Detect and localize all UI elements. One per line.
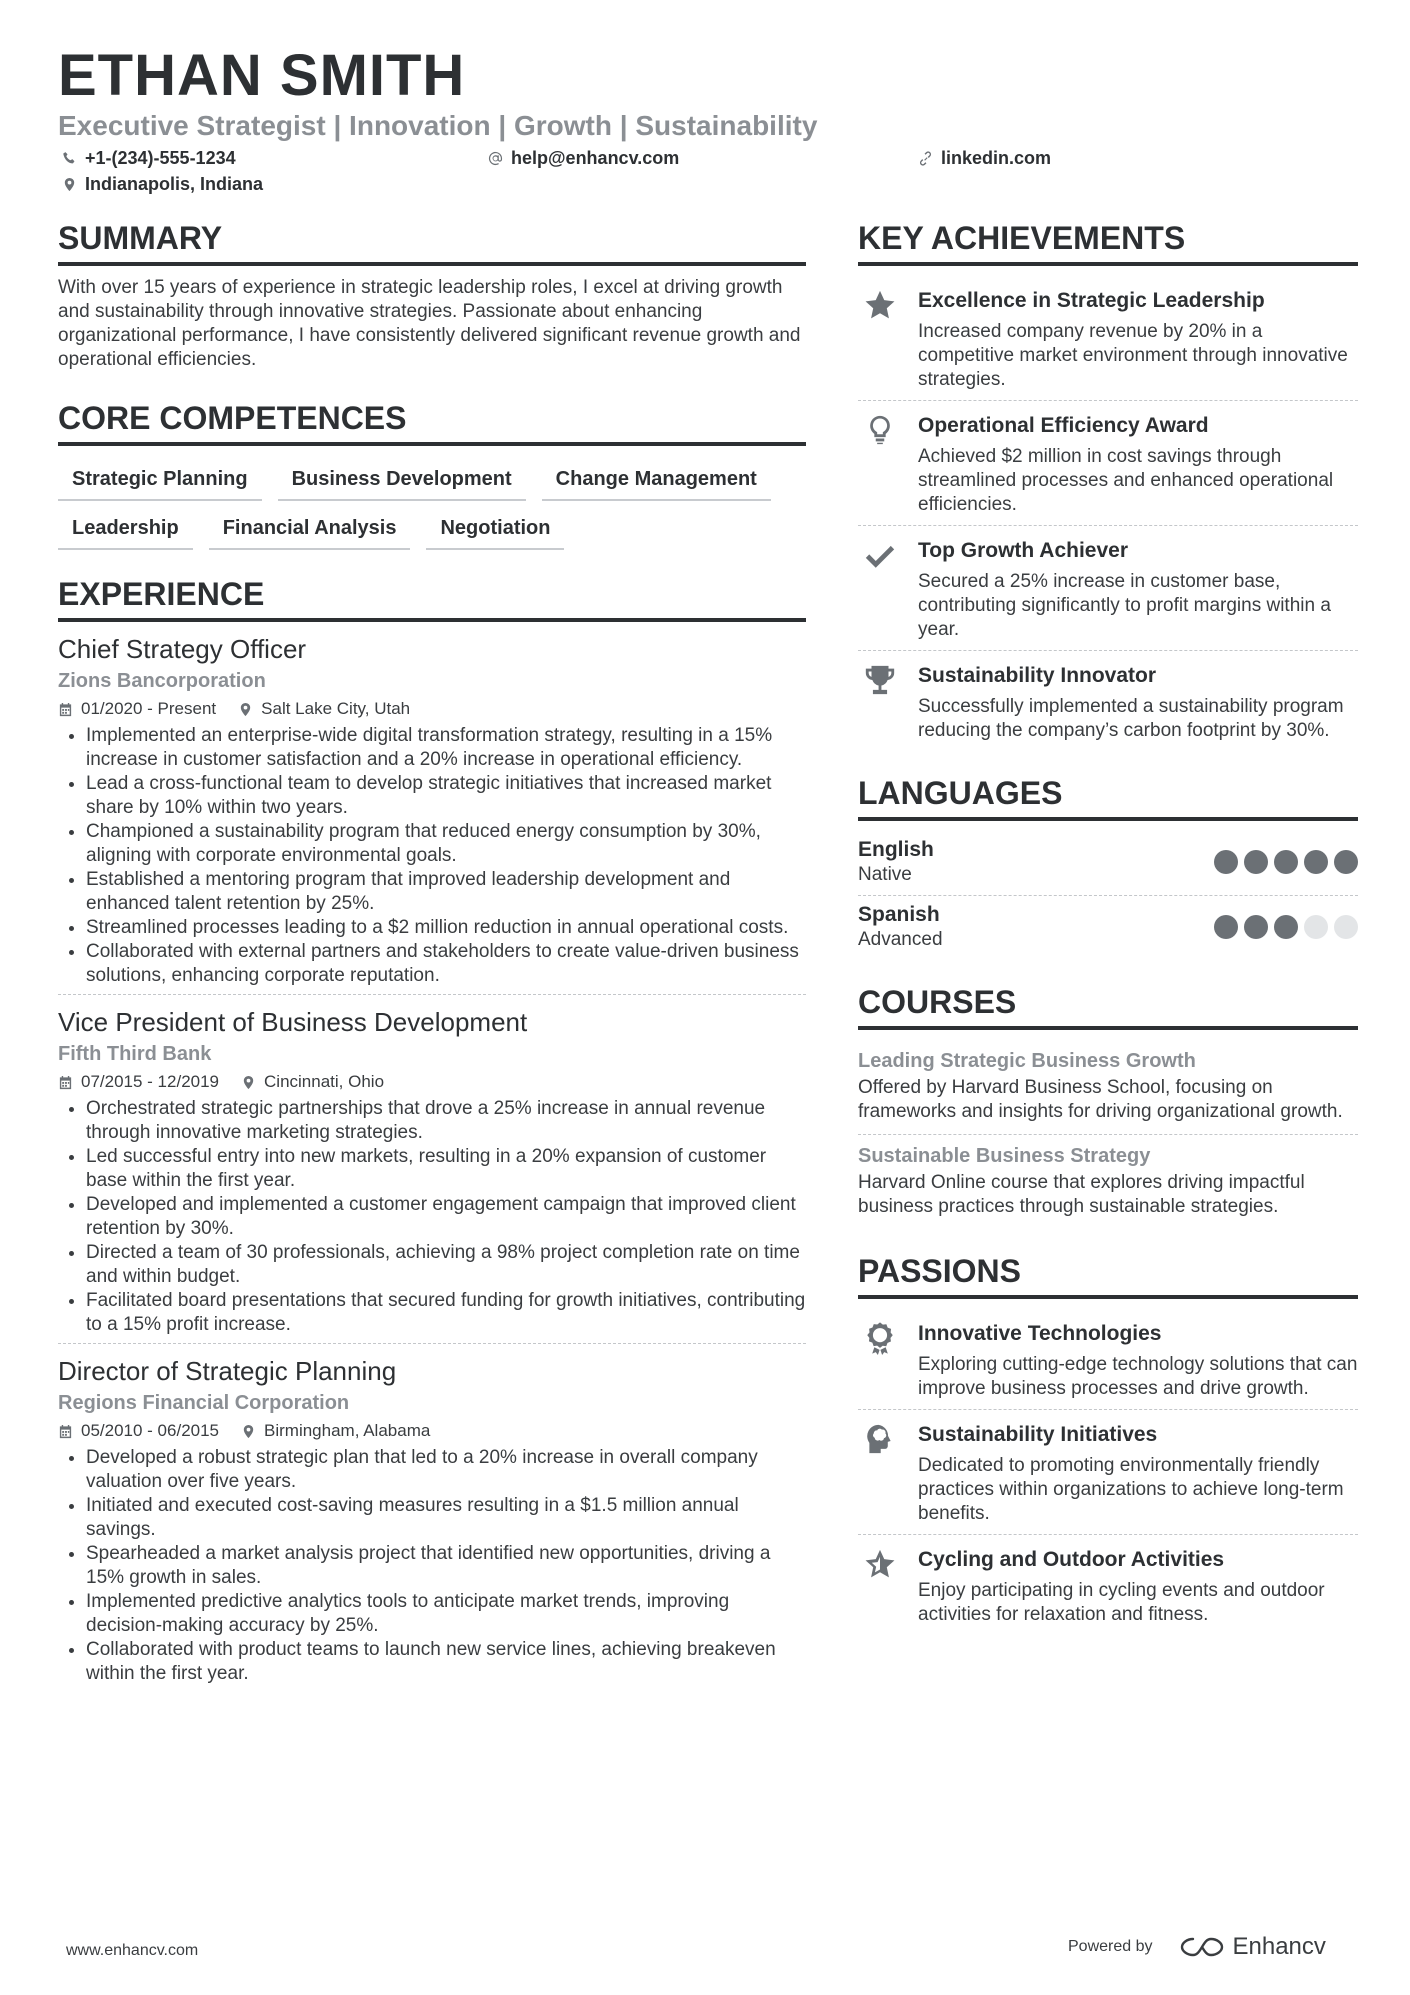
- location-pin-icon: [62, 177, 77, 192]
- award-badge-icon: [863, 1321, 897, 1355]
- achievements-section: [858, 218, 1358, 751]
- achievement-icon-wrap: [858, 411, 902, 517]
- passion-title: Sustainability Initiatives: [918, 1423, 1158, 1446]
- job-title: Chief Strategy Officer: [58, 634, 307, 664]
- competence-tag: Financial Analysis: [209, 513, 411, 550]
- job-title: Director of Strategic Planning: [58, 1356, 397, 1386]
- passion-item: [858, 1410, 1358, 1535]
- at-sign-icon: [488, 151, 503, 166]
- course-title: Sustainable Business Strategy: [858, 1145, 1151, 1167]
- job-location: [241, 1418, 430, 1444]
- section-title-experience: EXPERIENCE: [58, 574, 806, 622]
- contact-location: [62, 174, 263, 195]
- competence-tags: [58, 456, 806, 550]
- job-dates: [58, 1069, 219, 1095]
- job-dates: [58, 1418, 219, 1444]
- achievement-item: [858, 526, 1358, 651]
- competence-tag: Leadership: [58, 513, 193, 550]
- passion-body: [918, 1545, 1358, 1627]
- star-outline-icon: [863, 1547, 897, 1581]
- job-bullet: • Facilitated board presentations that secured funding for growth initiatives, contributing to a 15% profit increase.: [86, 1289, 806, 1337]
- contact-bar: [58, 148, 1358, 200]
- footer-website[interactable]: www.enhancv.com: [66, 1942, 199, 1959]
- section-title-achievements: KEY ACHIEVEMENTS: [858, 218, 1358, 266]
- job-bullet: • Led successful entry into new markets, resulting in a 20% expansion of customer base within the first year.: [86, 1145, 806, 1193]
- competence-tag: Strategic Planning: [58, 464, 262, 501]
- rating-dot: [1274, 850, 1298, 874]
- location-pin-icon: [238, 702, 253, 717]
- job-bullet: • Collaborated with external partners and stakeholders to create value-driven business solutions, enhancing corporate reputation.: [86, 940, 806, 988]
- job-bullet: • Directed a team of 30 professionals, achieving a 98% project completion rate on time and within budget.: [86, 1241, 806, 1289]
- achievement-item: [858, 651, 1358, 751]
- passion-title: Innovative Technologies: [918, 1322, 1162, 1345]
- rating-dot: [1274, 915, 1298, 939]
- course-desc: Harvard Online course that explores driving impactful business practices through sustainable strategies.: [858, 1172, 1305, 1217]
- passion-body: [918, 1319, 1358, 1401]
- candidate-name: ETHAN SMITH: [58, 43, 466, 108]
- summary-text: With over 15 years of experience in strategic leadership roles, I excel at driving growth and sustainability through innovative strategies. Passionate about enhancing organizational performance, I have consistently delivered significant revenue growth and operational efficiencies.: [58, 277, 801, 370]
- achievement-desc: Secured a 25% increase in customer base, contributing significantly to profit margins within a year.: [918, 571, 1331, 640]
- competences-section: [58, 398, 806, 550]
- summary-section: [58, 218, 806, 372]
- location-pin-icon: [241, 1075, 256, 1090]
- rating-dot: [1214, 850, 1238, 874]
- job-bullets: [58, 1446, 806, 1686]
- calendar-icon: [58, 1075, 73, 1090]
- job-location: [241, 1069, 384, 1095]
- job-company: Fifth Third Bank: [58, 1043, 212, 1065]
- achievement-title: Sustainability Innovator: [918, 664, 1157, 687]
- job-meta: [58, 1418, 806, 1444]
- languages-section: [858, 773, 1358, 960]
- job-dates-text: 05/2010 - 06/2015: [81, 1421, 220, 1440]
- language-info: [858, 837, 934, 887]
- passion-item: [858, 1309, 1358, 1410]
- job-company: Zions Bancorporation: [58, 670, 266, 692]
- passion-body: [918, 1420, 1358, 1526]
- section-title-courses: COURSES: [858, 982, 1358, 1030]
- powered-by-text: Powered by: [1068, 1938, 1153, 1955]
- headline: Executive Strategist | Innovation | Growth | Sustainability: [58, 110, 818, 141]
- rating-dot: [1334, 850, 1358, 874]
- job-bullets: [58, 1097, 806, 1337]
- passion-icon-wrap: [858, 1319, 902, 1401]
- competence-tag: Business Development: [278, 464, 526, 501]
- contact-linkedin: [918, 148, 1051, 169]
- job-bullet: • Collaborated with product teams to launch new service lines, achieving breakeven within the first year.: [86, 1638, 806, 1686]
- competence-tag: Change Management: [542, 464, 771, 501]
- enhancv-logo-icon: [1179, 1935, 1225, 1959]
- achievement-icon-wrap: [858, 286, 902, 392]
- location-text: Indianapolis, Indiana: [85, 174, 264, 194]
- language-info: [858, 902, 943, 952]
- achievement-item: [858, 276, 1358, 401]
- rating-dot: [1334, 915, 1358, 939]
- job-meta: [58, 696, 806, 722]
- rating-dot: [1304, 850, 1328, 874]
- passions-section: [858, 1251, 1358, 1635]
- passion-icon-wrap: [858, 1420, 902, 1526]
- achievement-body: [918, 536, 1358, 642]
- passion-desc: Dedicated to promoting environmentally friendly practices within organizations to achieve long-term benefits.: [918, 1455, 1344, 1524]
- right-column: [858, 218, 1358, 1635]
- section-title-languages: LANGUAGES: [858, 773, 1358, 821]
- rating-dot: [1244, 850, 1268, 874]
- job-company: Regions Financial Corporation: [58, 1392, 350, 1414]
- competence-tag: Negotiation: [426, 513, 564, 550]
- language-item: [858, 896, 1358, 960]
- achievement-desc: Increased company revenue by 20% in a competitive market environment through innovative strategies.: [918, 321, 1348, 390]
- job-location: [238, 696, 410, 722]
- course-title: Leading Strategic Business Growth: [858, 1050, 1196, 1072]
- achievement-title: Excellence in Strategic Leadership: [918, 289, 1265, 312]
- job-bullet: • Championed a sustainability program that reduced energy consumption by 30%, aligning with corporate environmental goals.: [86, 820, 806, 868]
- email-address: help@enhancv.com: [511, 148, 680, 168]
- calendar-icon: [58, 1424, 73, 1439]
- job-bullet: • Lead a cross-functional team to develop strategic initiatives that increased market share by 10% within two years.: [86, 772, 806, 820]
- passion-icon-wrap: [858, 1545, 902, 1627]
- language-name: English: [858, 838, 934, 861]
- contact-email: [488, 148, 679, 169]
- job-bullet: • Initiated and executed cost-saving measures resulting in a $1.5 million annual savings.: [86, 1494, 806, 1542]
- job-bullets: [58, 724, 806, 988]
- section-title-competences: CORE COMPETENCES: [58, 398, 806, 446]
- location-pin-icon: [241, 1424, 256, 1439]
- job-dates: [58, 696, 216, 722]
- course-desc: Offered by Harvard Business School, focusing on frameworks and insights for driving organizational growth.: [858, 1077, 1343, 1122]
- star-icon: [863, 288, 897, 322]
- job-dates-text: 01/2020 - Present: [81, 699, 217, 718]
- passion-item: [858, 1535, 1358, 1635]
- job-bullet: • Implemented predictive analytics tools to anticipate market trends, improving decision-making accuracy by 25%.: [86, 1590, 806, 1638]
- section-title-summary: SUMMARY: [58, 218, 806, 266]
- job-meta: [58, 1069, 806, 1095]
- checkmark-icon: [863, 538, 897, 572]
- language-level: Native: [858, 864, 912, 885]
- achievement-title: Operational Efficiency Award: [918, 414, 1209, 437]
- trophy-icon: [863, 663, 897, 697]
- phone-icon: [62, 151, 77, 166]
- linkedin-url: linkedin.com: [941, 148, 1052, 168]
- job-bullet: • Implemented an enterprise-wide digital transformation strategy, resulting in a 15% increase in customer satisfaction and a 20% increase in operational efficiency.: [86, 724, 806, 772]
- job-bullet: • Established a mentoring program that improved leadership development and enhanced talent retention by 25%.: [86, 868, 806, 916]
- head-brain-icon: [863, 1422, 897, 1456]
- job-location-text: Birmingham, Alabama: [264, 1421, 431, 1440]
- enhancv-logo[interactable]: [1179, 1933, 1326, 1961]
- link-icon: [918, 151, 933, 166]
- achievement-body: [918, 411, 1358, 517]
- contact-phone: [62, 148, 236, 169]
- achievement-icon-wrap: [858, 661, 902, 743]
- job-bullet: • Developed and implemented a customer engagement campaign that improved client retention by 30%.: [86, 1193, 806, 1241]
- left-column: [58, 218, 806, 1702]
- phone-number: +1-(234)-555-1234: [85, 148, 236, 168]
- rating-dot: [1244, 915, 1268, 939]
- achievement-body: [918, 286, 1358, 392]
- job-dates-text: 07/2015 - 12/2019: [81, 1072, 220, 1091]
- language-item: [858, 831, 1358, 896]
- job-bullet: • Spearheaded a market analysis project that identified new opportunities, driving a 15% growth in sales.: [86, 1542, 806, 1590]
- section-title-passions: PASSIONS: [858, 1251, 1358, 1299]
- job-location-text: Cincinnati, Ohio: [264, 1072, 385, 1091]
- passion-desc: Exploring cutting-edge technology solutions that can improve business processes and drive growth.: [918, 1354, 1358, 1399]
- achievement-item: [858, 401, 1358, 526]
- rating-dot: [1214, 915, 1238, 939]
- courses-section: [858, 982, 1358, 1229]
- passion-desc: Enjoy participating in cycling events and outdoor activities for relaxation and fitness.: [918, 1580, 1325, 1625]
- footer-branding: [1068, 1933, 1326, 1961]
- language-rating: [1214, 850, 1358, 874]
- job-bullet: • Developed a robust strategic plan that led to a 20% increase in overall company valuation over five years.: [86, 1446, 806, 1494]
- job-bullet: • Streamlined processes leading to a $2 million reduction in annual operational costs.: [86, 916, 806, 940]
- job-entry: [58, 1005, 806, 1344]
- language-level: Advanced: [858, 929, 943, 950]
- course-item: [858, 1040, 1358, 1135]
- achievement-desc: Achieved $2 million in cost savings through streamlined processes and enhanced operational efficiencies.: [918, 446, 1334, 515]
- achievement-title: Top Growth Achiever: [918, 539, 1129, 562]
- brand-name: Enhancv: [1232, 1933, 1326, 1960]
- job-bullet: • Orchestrated strategic partnerships that drove a 25% increase in annual revenue through innovative marketing strategies.: [86, 1097, 806, 1145]
- achievement-desc: Successfully implemented a sustainability program reducing the company’s carbon footprint by 30%.: [918, 696, 1344, 741]
- language-name: Spanish: [858, 903, 940, 926]
- job-title: Vice President of Business Development: [58, 1007, 528, 1037]
- achievement-body: [918, 661, 1358, 743]
- lightbulb-icon: [863, 413, 897, 447]
- achievement-icon-wrap: [858, 536, 902, 642]
- rating-dot: [1304, 915, 1328, 939]
- calendar-icon: [58, 702, 73, 717]
- job-location-text: Salt Lake City, Utah: [261, 699, 411, 718]
- job-entry: [58, 632, 806, 995]
- language-rating: [1214, 915, 1358, 939]
- passion-title: Cycling and Outdoor Activities: [918, 1548, 1225, 1571]
- experience-section: [58, 574, 806, 1692]
- job-entry: [58, 1354, 806, 1692]
- course-item: [858, 1135, 1358, 1229]
